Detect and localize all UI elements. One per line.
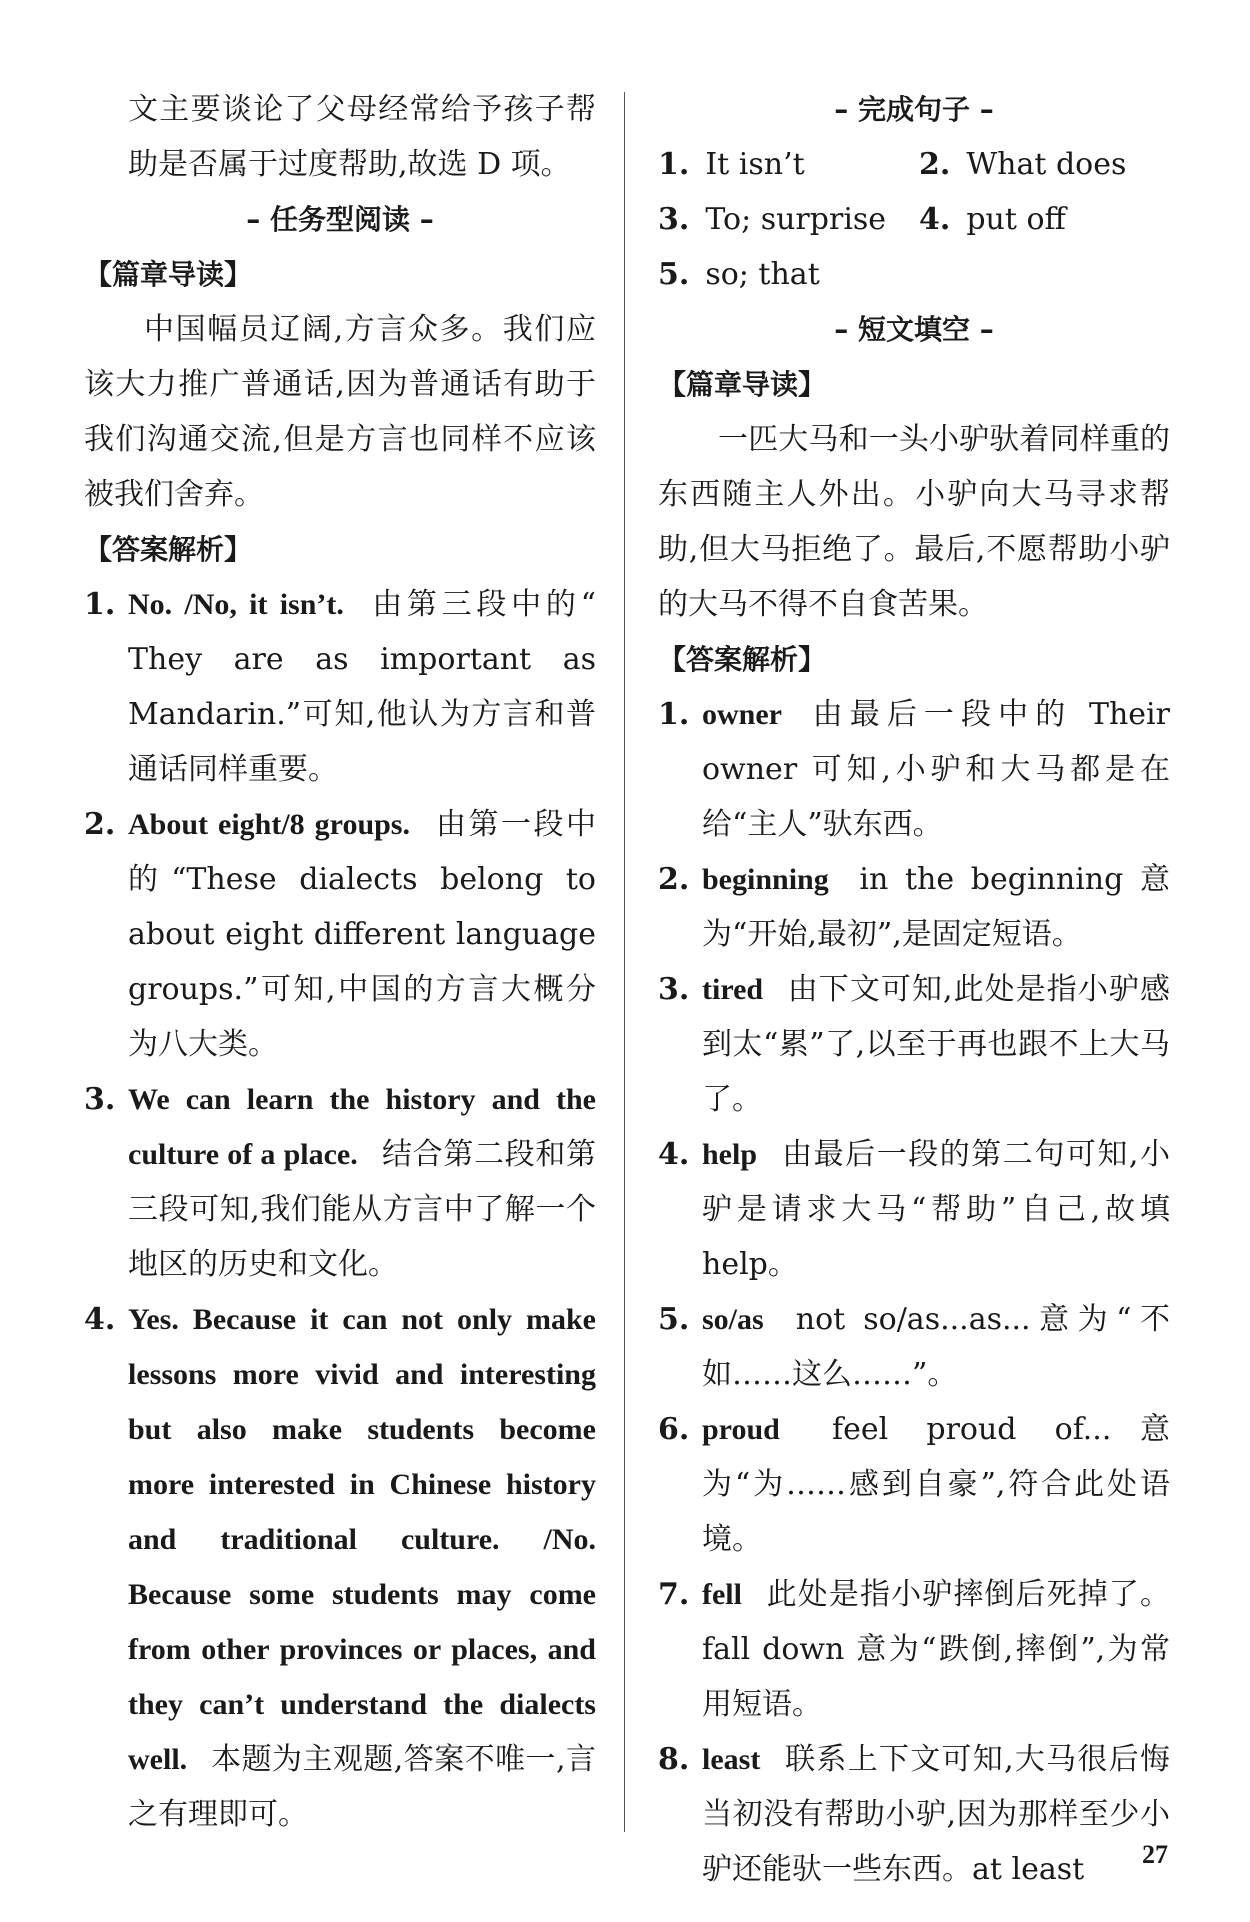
section-title-task-reading: – 任务型阅读 – (246, 203, 434, 236)
answer-item (658, 1402, 1170, 1567)
item-answer: so/as (702, 1303, 764, 1336)
item-answer: least (702, 1743, 761, 1776)
guide-text: 中国幅员辽阔,方言众多。我们应该大力推广普通话,因为普通话有助于我们沟通交流,但是方言也同样不应该被我们舍弃。 (84, 312, 596, 512)
item-answer: No. /No, it isn’t. (128, 588, 344, 621)
guide-text: 一匹大马和一头小驴驮着同样重的东西随主人外出。小驴向大马寻求帮助,但大马拒绝了。最后,不愿帮助小驴的大马不得不自食苦果。 (658, 422, 1170, 622)
item-explanation: 由第三段中的“ They are as important as Mandarin.”可知,他认为方言和普通话同样重要。 (128, 587, 596, 787)
item-answer: About eight/8 groups. (128, 808, 410, 841)
item-number: 4. (658, 1137, 690, 1172)
answer-heading: 【答案解析】 (84, 533, 253, 566)
item-explanation: 本题为主观题,答案不唯一,言之有理即可。 (128, 1742, 596, 1832)
intro-text: 文主要谈论了父母经常给予孩子帮助是否属于过度帮助,故选 D 项。 (128, 92, 596, 182)
item-answer: fell (702, 1578, 742, 1611)
item-answer: tired (702, 973, 764, 1006)
sentence-answers (658, 137, 1170, 302)
guide-heading: 【篇章导读】 (658, 368, 827, 401)
section-title-complete-sentences: – 完成句子 – (834, 93, 994, 126)
item-answer: We can learn the history and the culture of a place. (128, 1083, 596, 1171)
answer-item (658, 1127, 1170, 1292)
item-number: 3. (658, 972, 690, 1007)
answer-item (84, 1072, 596, 1292)
answer-item (84, 1292, 596, 1842)
sentence-answer: 5. so; that (658, 257, 820, 292)
item-answer: beginning (702, 863, 829, 896)
item-number: 5. (658, 1302, 690, 1337)
answer-item (658, 687, 1170, 852)
item-number: 2. (84, 807, 116, 842)
answer-item (658, 1567, 1170, 1732)
answer-item (658, 1292, 1170, 1402)
item-explanation: 由下文可知,此处是指小驴感到太“累”了,以至于再也跟不上大马了。 (702, 972, 1170, 1117)
answer-item (658, 1732, 1170, 1897)
answer-heading: 【答案解析】 (658, 643, 827, 676)
answer-item (658, 852, 1170, 962)
page-number: 27 (1142, 1840, 1168, 1869)
item-explanation: 由最后一段中的 Their owner 可知,小驴和大马都是在给“主人”驮东西。 (702, 697, 1170, 842)
item-answer: proud (702, 1413, 780, 1446)
item-number: 1. (658, 697, 690, 732)
sentence-answer: 1. It isn’t (658, 147, 805, 182)
item-explanation: in the beginning 意为“开始,最初”,是固定短语。 (702, 862, 1170, 952)
item-answer: help (702, 1138, 758, 1171)
sentence-answer: 2. What does (919, 147, 1127, 182)
item-number: 1. (84, 587, 116, 622)
section-title-passage-fill: – 短文填空 – (834, 313, 994, 346)
sentence-answer: 3. To; surprise (658, 202, 887, 237)
item-explanation: 联系上下文可知,大马很后悔当初没有帮助小驴,因为那样至少小驴还能驮一些东西。at least (702, 1742, 1170, 1887)
answer-item (84, 577, 596, 797)
left-column (84, 82, 596, 1842)
item-number: 6. (658, 1412, 690, 1447)
item-explanation: 由第一段中的“These dialects belong to about eight different language groups.”可知,中国的方言大概分为八大类。 (128, 807, 596, 1062)
column-divider (624, 92, 625, 1832)
answer-item (658, 962, 1170, 1127)
item-number: 2. (658, 862, 690, 897)
item-answer: Yes. Because it can not only make lessons more vivid and interesting but also make students become more interested in Chinese history and traditional culture. /No. Because some students may come from other provinces or places, and they can’t understand the dialects well. (128, 1303, 596, 1776)
item-answer: owner (702, 698, 782, 731)
item-explanation: not so/as...as...意为“不如……这么……”。 (702, 1302, 1170, 1392)
item-number: 4. (84, 1302, 116, 1337)
item-explanation: 结合第二段和第三段可知,我们能从方言中了解一个地区的历史和文化。 (128, 1137, 597, 1282)
sentence-answer: 4. put off (919, 202, 1066, 237)
item-number: 7. (658, 1577, 690, 1612)
item-number: 3. (84, 1082, 116, 1117)
guide-heading: 【篇章导读】 (84, 258, 253, 291)
item-explanation: 由最后一段的第二句可知,小驴是请求大马“帮助”自己,故填 help。 (702, 1137, 1170, 1282)
item-explanation: 此处是指小驴摔倒后死掉了。fall down 意为“跌倒,摔倒”,为常用短语。 (702, 1577, 1170, 1722)
item-number: 8. (658, 1742, 690, 1777)
right-column (658, 82, 1170, 1897)
item-explanation: feel proud of...意为“为……感到自豪”,符合此处语境。 (702, 1412, 1170, 1557)
answer-item (84, 797, 596, 1072)
